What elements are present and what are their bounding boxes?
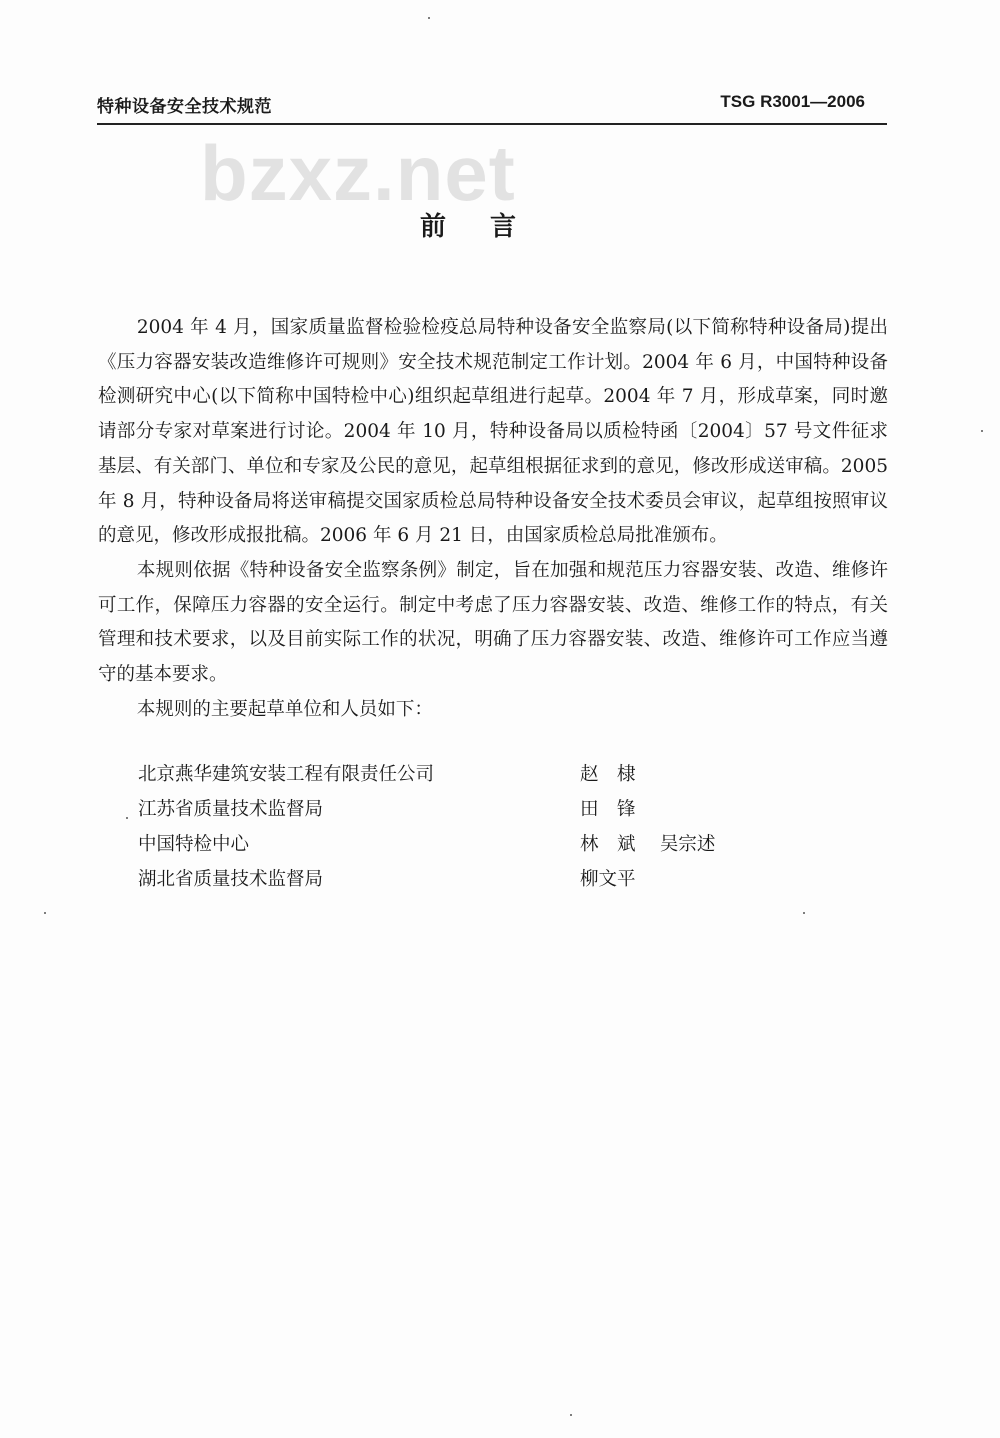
page-title: 前言	[419, 212, 560, 242]
running-header	[97, 92, 887, 122]
drafter-organization: 北京燕华建筑安装工程有限责任公司	[138, 764, 435, 785]
drafter-names: 林 斌 吴宗述	[580, 834, 716, 855]
scan-speck	[126, 817, 128, 819]
paragraph-history: 2004 年 4 月，国家质量监督检验检疫总局特种设备安全监察局(以下简称特种设备局)提出《压力容器安装改造维修许可规则》安全技术规范制定工作计划。2004 年 6 月，中国特种设备检测研究中心(以下简称中国特检中心)组织起草组进行起草。2004 年 7 月，形成草案，同时邀请部分专家对草案进行讨论。2004 年 10 月，特种设备局以质检特函〔2004〕57 号文件征求基层、有关部门、单位和专家及公民的意见，起草组根据征求到的意见，修改形成送审稿。2005 年 8 月，特种设备局将送审稿提交国家质检总局特种设备安全技术委员会审议，起草组按照审议的意见，修改形成报批稿。2006 年 6 月 21 日，由国家质检总局批准颁布。	[98, 317, 888, 547]
header-series-title: 特种设备安全技术规范	[97, 97, 272, 117]
scan-speck	[428, 17, 430, 19]
preface-body	[98, 311, 888, 727]
drafter-names: 柳文平	[580, 869, 636, 890]
drafter-row	[138, 795, 838, 825]
scan-speck	[570, 1414, 572, 1416]
scan-speck	[44, 912, 46, 914]
drafter-names: 田 锋	[580, 799, 636, 820]
drafter-organization: 湖北省质量技术监督局	[138, 869, 324, 890]
watermark: bzxz.net	[200, 129, 516, 217]
header-standard-code: TSG R3001—2006	[720, 92, 865, 111]
paragraph-drafters-intro: 本规则的主要起草单位和人员如下：	[136, 698, 433, 720]
drafter-names: 赵 棣	[580, 764, 636, 785]
drafter-row	[138, 760, 838, 790]
drafter-organization: 中国特检中心	[138, 834, 250, 855]
drafter-row	[138, 865, 838, 895]
drafter-row	[138, 830, 838, 860]
drafter-organization: 江苏省质量技术监督局	[138, 799, 324, 820]
header-rule	[97, 123, 887, 125]
scan-speck	[981, 430, 983, 432]
scan-speck	[803, 912, 805, 914]
paragraph-purpose: 本规则依据《特种设备安全监察条例》制定，旨在加强和规范压力容器安装、改造、维修许可工作，保障压力容器的安全运行。制定中考虑了压力容器安装、改造、维修工作的特点，有关管理和技术要求，以及目前实际工作的状况，明确了压力容器安装、改造、维修许可工作应当遵守的基本要求。	[98, 559, 888, 686]
